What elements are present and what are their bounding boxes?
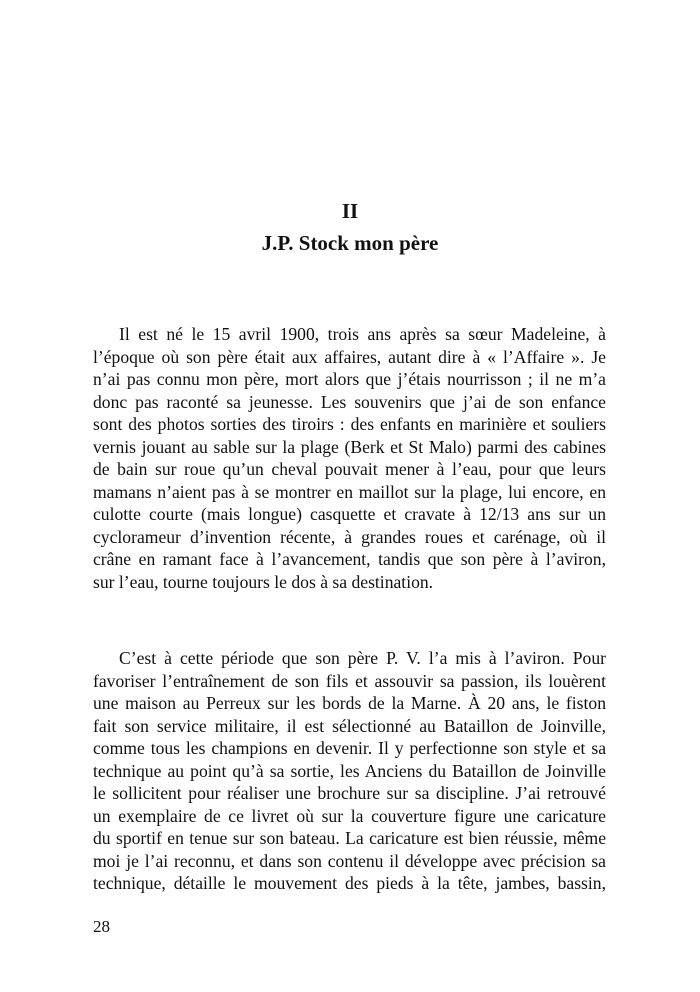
page-number: 28 bbox=[93, 917, 110, 936]
text-line: mamans n’aient pas à se montrer en maillot sur la plage, lui encore, en bbox=[93, 481, 606, 502]
text-line: cyclorameur d’invention récente, à grandes roues et carénage, où il bbox=[93, 526, 606, 547]
chapter-number: II bbox=[341, 199, 359, 223]
text-line: technique au point qu’à sa sortie, les Anciens du Bataillon de Joinville bbox=[93, 760, 606, 781]
text-line: un exemplaire de ce livret où sur la couverture figure une caricature bbox=[93, 805, 606, 826]
text-line: n’ai pas connu mon père, mort alors que j’étais nourrisson ; il ne m’a bbox=[93, 369, 606, 389]
text-line: crâne en ramant face à l’avancement, tandis que son père à l’aviron, bbox=[93, 549, 606, 569]
text-line: vernis jouant au sable sur la plage (Berk et St Malo) parmi des cabines bbox=[93, 436, 606, 457]
text-line: culotte courte (mais longue) casquette et cravate à 12/13 ans sur un bbox=[93, 504, 606, 524]
paragraph-1 bbox=[93, 323, 606, 593]
text-line: fait son service militaire, il est sélectionné au Bataillon de Joinville, bbox=[93, 715, 606, 736]
chapter-title: J.P. Stock mon père bbox=[261, 231, 439, 255]
text-line: de bain sur roue qu’un cheval pouvait mener à l’eau, pour que leurs bbox=[93, 459, 606, 479]
text-line: comme tous les champions en devenir. Il y perfectionne son style et sa bbox=[93, 738, 606, 758]
text-line: une maison au Perreux sur les bords de la Marne. À 20 ans, le fiston bbox=[93, 693, 606, 713]
text-line: favoriser l’entraînement de son fils et assouvir sa passion, ils louèrent bbox=[93, 670, 606, 691]
text-line: sur l’eau, tourne toujours le dos à sa destination. bbox=[93, 571, 434, 592]
text-line: C’est à cette période que son père P. V. l’a mis à l’aviron. Pour bbox=[119, 648, 606, 668]
text-line: donc pas raconté sa jeunesse. Les souvenirs que j’ai de son enfance bbox=[93, 391, 606, 412]
text-line: moi je l’ai reconnu, et dans son contenu il développe avec précision sa bbox=[93, 850, 606, 871]
text-line: le sollicitent pour réaliser une brochure sur sa discipline. J’ai retrouvé bbox=[93, 783, 606, 803]
text-line: Il est né le 15 avril 1900, trois ans après sa sœur Madeleine, à bbox=[119, 324, 606, 344]
text-line: du sportif en tenue sur son bateau. La caricature est bien réussie, même bbox=[93, 828, 606, 848]
text-line: technique, détaille le mouvement des pieds à la tête, jambes, bassin, bbox=[93, 873, 606, 893]
text-line: sont des photos sorties des tiroirs : des enfants en marinière et souliers bbox=[93, 414, 606, 434]
text-line: l’époque où son père était aux affaires, autant dire à « l’Affaire ». Je bbox=[93, 346, 606, 367]
paragraph-2 bbox=[93, 647, 606, 895]
